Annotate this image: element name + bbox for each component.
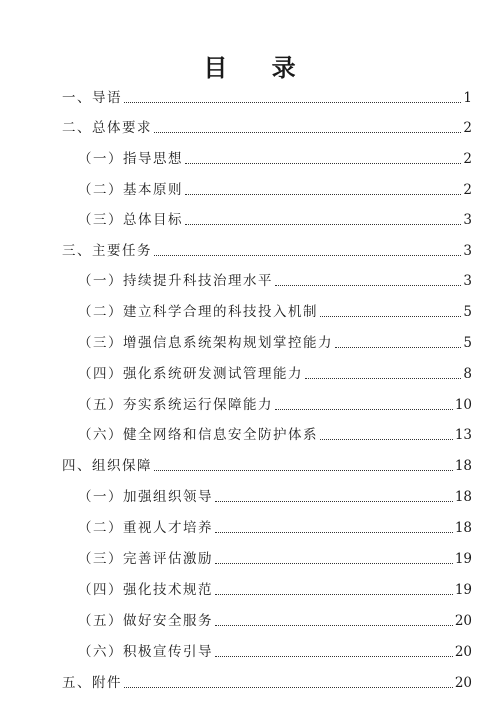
dot-leader [215,655,453,657]
dot-leader [124,101,461,103]
toc-entry[interactable] [62,241,472,261]
toc-entry[interactable] [78,271,472,291]
toc-entry-label: （一）加强组织领导 [78,489,213,505]
toc-entry[interactable] [78,518,472,538]
toc-entry-page: 10 [454,397,472,413]
toc-entry-page: 20 [454,613,472,629]
toc-entry[interactable] [78,364,472,384]
toc-entry-page: 13 [454,427,472,443]
toc-entry-page: 3 [463,212,472,228]
toc-entry-label: （五）夯实系统运行保障能力 [78,397,273,413]
toc-entry[interactable] [78,333,472,353]
toc-entry-label: （三）总体目标 [78,212,183,228]
toc-entry-page: 3 [463,243,472,259]
toc-entry[interactable] [78,395,472,415]
dot-leader [215,562,453,564]
toc-entry[interactable] [78,487,472,507]
toc-entry[interactable] [78,642,472,662]
dot-leader [215,624,453,626]
dot-leader [215,531,453,533]
toc-entry[interactable] [62,118,472,138]
toc-entry-label: （一）指导思想 [78,151,183,167]
toc-entry[interactable] [78,180,472,200]
toc-entry-page: 19 [454,551,472,567]
dot-leader [215,500,453,502]
toc-entry-page: 2 [463,182,472,198]
dot-leader [215,593,453,595]
toc-entry-label: （三）增强信息系统架构规划掌控能力 [78,335,333,351]
dot-leader [305,377,461,379]
toc-entry-page: 2 [463,120,472,136]
toc-entry-label: （五）做好安全服务 [78,613,213,629]
dot-leader [185,223,461,225]
toc-entry[interactable] [78,549,472,569]
toc-entry-label: （六）健全网络和信息安全防护体系 [78,427,318,443]
toc-entry[interactable] [62,88,472,108]
toc-entry-label: 四、组织保障 [62,458,152,474]
toc-entry-page: 1 [463,90,472,106]
toc-entry-label: （二）建立科学合理的科技投入机制 [78,304,318,320]
toc-entry[interactable] [78,425,472,445]
toc-entry-label: （二）重视人才培养 [78,520,213,536]
toc-entry-page: 18 [454,489,472,505]
toc-entry[interactable] [62,673,472,693]
dot-leader [275,284,461,286]
dot-leader [185,193,461,195]
dot-leader [275,408,453,410]
dot-leader [154,254,461,256]
toc-entry[interactable] [62,456,472,476]
toc-entry[interactable] [78,611,472,631]
toc-entry-page: 3 [463,273,472,289]
toc-entry-label: （四）强化技术规范 [78,582,213,598]
dot-leader [154,131,461,133]
toc-entry-page: 5 [463,335,472,351]
toc-entry-label: （二）基本原则 [78,182,183,198]
toc-entry[interactable] [78,210,472,230]
toc-entry-label: （四）强化系统研发测试管理能力 [78,366,303,382]
toc-entry-label: 五、附件 [62,675,122,691]
dot-leader [320,315,461,317]
toc-entry[interactable] [78,149,472,169]
toc-entry-page: 5 [463,304,472,320]
toc-entry-label: （一）持续提升科技治理水平 [78,273,273,289]
toc-entry-page: 8 [463,366,472,382]
toc-entry-page: 2 [463,151,472,167]
toc-entry-page: 18 [454,520,472,536]
toc-entry-label: 二、总体要求 [62,120,152,136]
dot-leader [320,438,453,440]
toc-entry-page: 18 [454,458,472,474]
toc-entry-label: 三、主要任务 [62,243,152,259]
toc-entry[interactable] [78,580,472,600]
dot-leader [335,346,461,348]
toc-entry-label: 一、导语 [62,90,122,106]
toc-title: 目 录 [203,54,314,82]
dot-leader [124,686,453,688]
toc-entry-label: （六）积极宣传引导 [78,644,213,660]
dot-leader [154,469,453,471]
toc-entry-page: 19 [454,582,472,598]
toc-entry-page: 20 [454,644,472,660]
dot-leader [185,162,461,164]
toc-entry-label: （三）完善评估激励 [78,551,213,567]
toc-entry-page: 20 [454,675,472,691]
toc-entry[interactable] [78,302,472,322]
